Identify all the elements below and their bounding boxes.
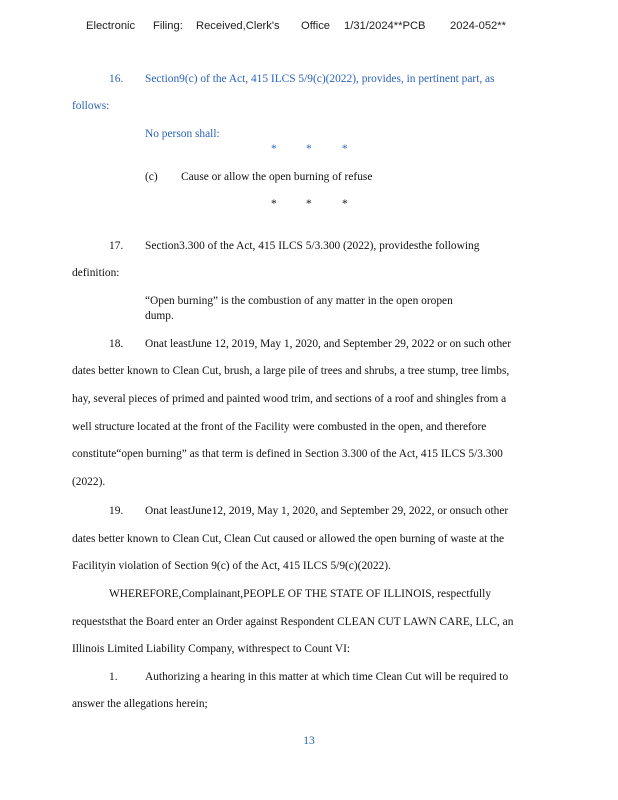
paragraph-16-item-text: Cause or allow the open burning of refuse [181, 171, 373, 183]
paragraph-19-line-2: dates better known to Clean Cut, Clean Cut caused or allowed the open burning of waste at the [72, 533, 505, 545]
wherefore-line-2: requeststhat the Board enter an Order against Respondent CLEAN CUT LAWN CARE, LLC, an [72, 616, 514, 628]
relief-item-1-line-2: answer the allegations herein; [72, 698, 208, 710]
paragraph-18-line-4: well structure located at the front of the Facility were combusted in the open, and therefore [72, 421, 487, 433]
paragraph-18-line-1: Onat leastJune 12, 2019, May 1, 2020, and September 29, 2022 or on such other [145, 338, 512, 350]
star: * [342, 143, 348, 155]
wherefore-line-3: Illinois Limited Liability Company, withrespect to Count VI: [72, 643, 351, 655]
paragraph-18-line-6: (2022). [72, 476, 106, 488]
paragraph-16-item-label: (c) [145, 171, 158, 183]
paragraph-16-line-1: Section9(c) of the Act, 415 ILCS 5/9(c)(2022), provides, in pertinent part, as [145, 73, 495, 85]
star: * [306, 143, 312, 155]
paragraph-19-number: 19. [109, 505, 124, 517]
header-office: Office [301, 20, 331, 32]
page-number: 13 [303, 734, 315, 747]
paragraph-18-line-5: constitute“open burning” as that term is defined in Section 3.300 of the Act, 415 ILCS 5/3.300 [72, 448, 503, 460]
paragraph-17-line-2: definition: [72, 267, 120, 279]
paragraph-18-number: 18. [109, 338, 124, 350]
header-date: 1/31/2024**PCB [344, 20, 426, 32]
paragraph-19-line-1: Onat leastJune12, 2019, May 1, 2020, and September 29, 2022, or onsuch other [145, 505, 509, 517]
star: * [306, 198, 312, 210]
star: * [271, 143, 277, 155]
paragraph-17-quote-line-2: dump. [145, 310, 174, 322]
paragraph-18-line-3: hay, several pieces of primed and painted wood trim, and sections of a roof and shingles from a [72, 393, 507, 405]
star: * [271, 198, 277, 210]
paragraph-17-quote-line-1: “Open burning” is the combustion of any matter in the open oropen [145, 295, 453, 307]
paragraph-16-number: 16. [109, 73, 124, 85]
star: * [342, 198, 348, 210]
paragraph-16-line-2: follows: [72, 100, 110, 112]
header-case-number: 2024-052** [450, 20, 506, 32]
paragraph-17-number: 17. [109, 240, 124, 252]
paragraph-16-quote: No person shall: [145, 128, 220, 140]
paragraph-18-line-2: dates better known to Clean Cut, brush, a large pile of trees and shrubs, a tree stump, tree limbs, [72, 365, 510, 377]
relief-item-1-line-1: Authorizing a hearing in this matter at which time Clean Cut will be required to [145, 671, 509, 683]
paragraph-19-line-3: Facilityin violation of Section 9(c) of the Act, 415 ILCS 5/9(c)(2022). [72, 560, 391, 572]
header-received: Received,Clerk's [196, 20, 280, 32]
paragraph-17-line-1: Section3.300 of the Act, 415 ILCS 5/3.300 (2022), providesthe following [145, 240, 480, 252]
header-filing: Filing: [153, 20, 183, 32]
wherefore-line-1: WHEREFORE,Complainant,PEOPLE OF THE STATE OF ILLINOIS, respectfully [109, 588, 492, 600]
header-electronic: Electronic [86, 20, 136, 32]
relief-item-1-number: 1. [109, 671, 118, 683]
